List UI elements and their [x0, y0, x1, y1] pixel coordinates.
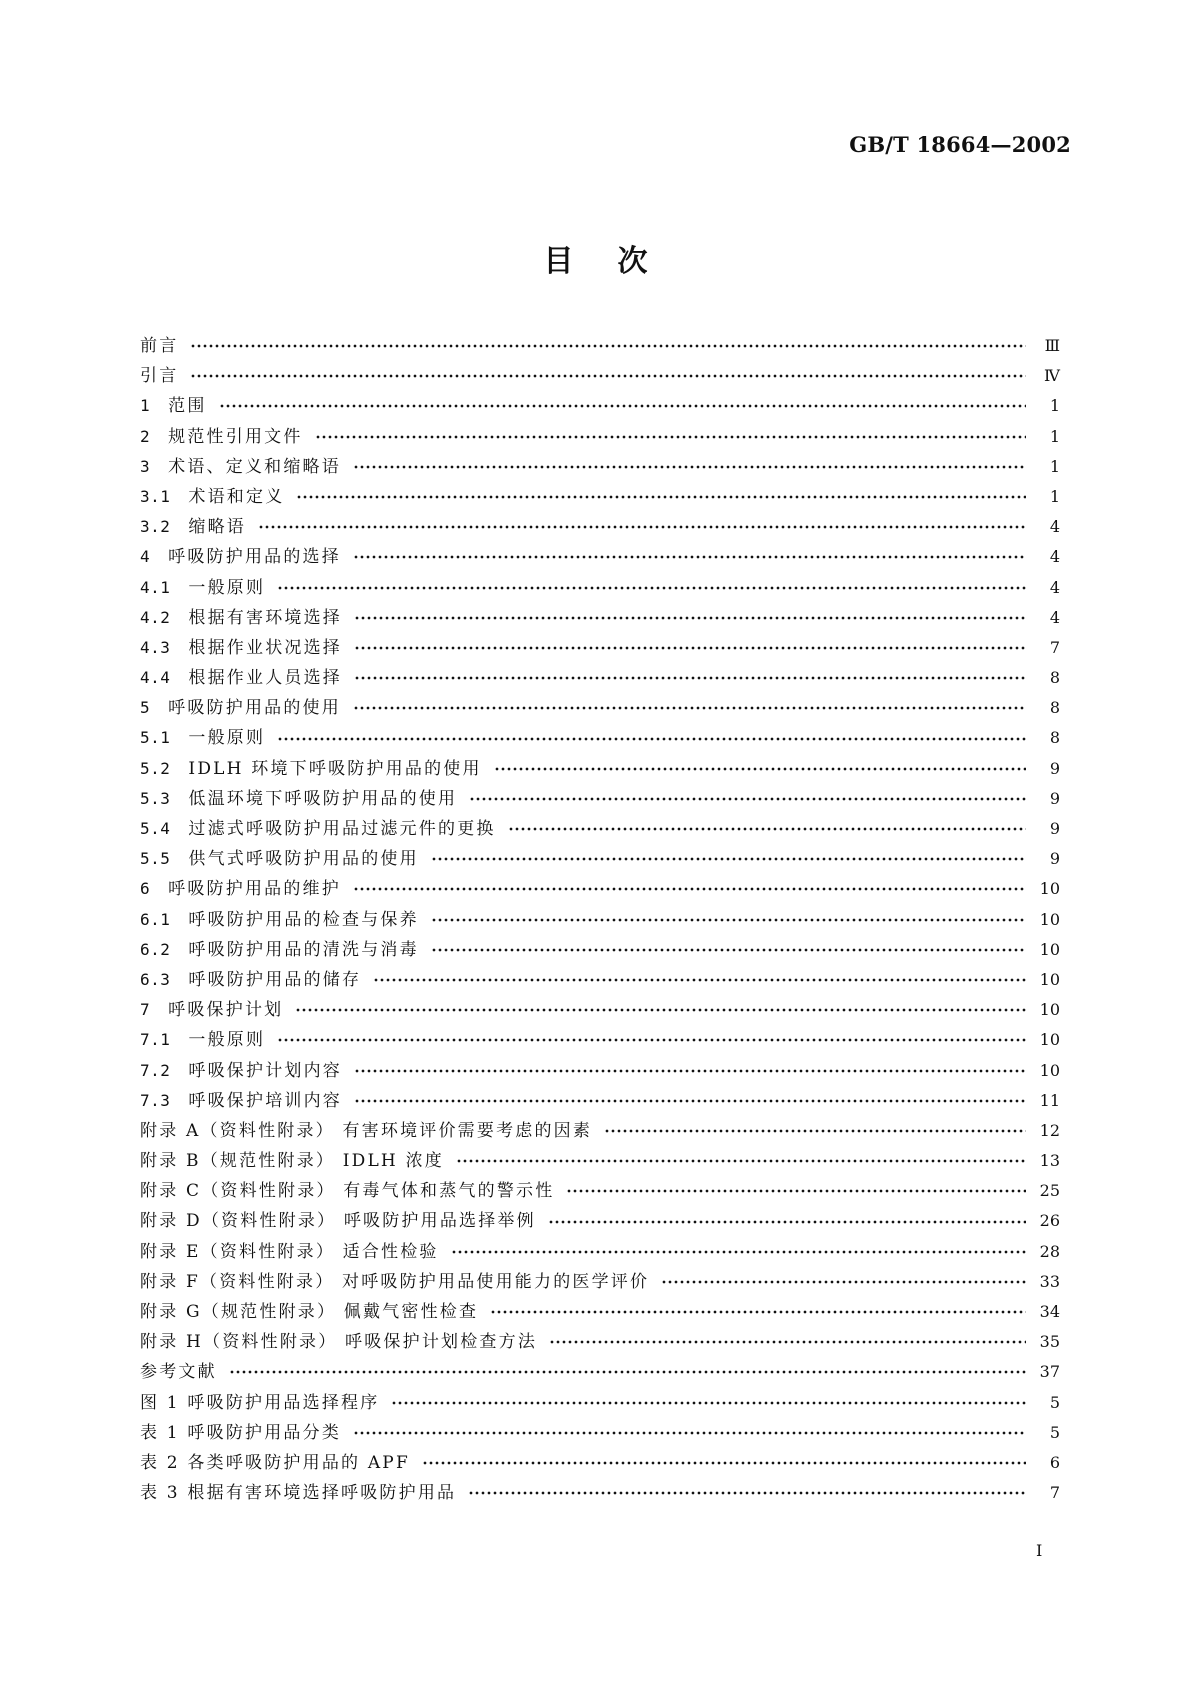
toc-item-number: 6 [140, 879, 151, 899]
toc-leader-dots [508, 825, 1026, 833]
toc-item[interactable] [140, 573, 1060, 603]
toc-leader-dots [354, 1097, 1026, 1105]
toc-item-number: 3.2 [140, 517, 171, 537]
toc-item-number: 5.2 [140, 758, 171, 778]
toc-item-page: 1 [1049, 456, 1060, 476]
toc-item-page: 26 [1039, 1211, 1060, 1231]
toc-item-page: 10 [1039, 1000, 1060, 1020]
toc-item-number: 6.2 [140, 939, 171, 959]
toc-item-title: 呼吸防护用品的清洗与消毒 [188, 939, 419, 960]
toc-item-page: 7 [1049, 1483, 1060, 1503]
toc-item[interactable] [140, 844, 1060, 874]
toc-leader-dots [277, 584, 1026, 592]
toc-item-page: 1 [1049, 486, 1060, 506]
toc-item[interactable] [140, 1297, 1060, 1327]
toc-item[interactable] [140, 1146, 1060, 1176]
toc-item-page: 8 [1049, 728, 1060, 748]
toc-item-page: 9 [1049, 849, 1060, 869]
toc-item-page: 1 [1049, 426, 1060, 446]
toc-item-page: 6 [1049, 1452, 1060, 1472]
toc-item-title: 表 2 各类呼吸防护用品的 APF [140, 1452, 410, 1473]
toc-item[interactable] [140, 723, 1060, 753]
toc-item[interactable] [140, 452, 1060, 482]
toc-leader-dots [548, 1218, 1026, 1226]
toc-leader-dots [190, 342, 1026, 350]
toc-leader-dots [353, 1429, 1026, 1437]
toc-item-number: 3 [140, 456, 151, 476]
toc-leader-dots [258, 523, 1026, 531]
toc-leader-dots [431, 946, 1026, 954]
toc-leader-dots [229, 1368, 1026, 1376]
toc-title: 目次 [543, 244, 692, 279]
toc-item-page: 9 [1049, 788, 1060, 808]
toc-item-number: 1 [140, 396, 151, 416]
toc-item-page: 10 [1039, 1030, 1060, 1050]
toc-item[interactable] [140, 1357, 1060, 1387]
toc-leader-dots [296, 493, 1026, 501]
toc-item[interactable] [140, 542, 1060, 572]
toc-item-number: 2 [140, 426, 151, 446]
toc-item-title: 呼吸防护用品的储存 [188, 969, 362, 990]
toc-item-title: 范围 [168, 396, 207, 417]
toc-leader-dots [353, 463, 1026, 471]
toc-item-page: 10 [1039, 969, 1060, 989]
toc-item[interactable] [140, 1267, 1060, 1297]
toc-item-page: 5 [1049, 1422, 1060, 1442]
toc-item-page: 10 [1039, 1060, 1060, 1080]
toc-item-title: 附录 H（资料性附录） 呼吸保护计划检查方法 [140, 1332, 538, 1353]
toc-leader-dots [277, 735, 1026, 743]
toc-item[interactable] [140, 1116, 1060, 1146]
toc-item[interactable] [140, 814, 1060, 844]
toc-leader-dots [494, 765, 1026, 773]
toc-item[interactable] [140, 1176, 1060, 1206]
toc-item-number: 5.3 [140, 788, 171, 808]
toc-item[interactable] [140, 693, 1060, 723]
toc-item-page: 7 [1049, 637, 1060, 657]
toc-leader-dots [549, 1338, 1026, 1346]
toc-item[interactable] [140, 361, 1060, 391]
toc-item-title: 参考文献 [140, 1362, 217, 1383]
toc-leader-dots [422, 1459, 1026, 1467]
toc-leader-dots [373, 976, 1026, 984]
toc-leader-dots [353, 553, 1026, 561]
toc-item-page: 35 [1039, 1332, 1060, 1352]
toc-item-page: 9 [1049, 758, 1060, 778]
toc-item-page: 4 [1049, 517, 1060, 537]
toc-leader-dots [566, 1187, 1026, 1195]
toc-leader-dots [354, 1067, 1026, 1075]
toc-item-title: IDLH 环境下呼吸防护用品的使用 [188, 758, 482, 779]
toc-item-title: 前言 [140, 336, 179, 356]
toc-item-number: 7.3 [140, 1090, 171, 1110]
toc-item-title: 术语、定义和缩略语 [168, 456, 341, 477]
toc-item-title: 根据作业状况选择 [188, 637, 343, 658]
toc-item[interactable] [140, 905, 1060, 935]
toc-item-page: 37 [1039, 1362, 1060, 1382]
toc-item-number: 4 [140, 547, 151, 567]
toc-item-page: 34 [1039, 1302, 1060, 1321]
page-number: Ⅰ [1036, 1543, 1043, 1560]
toc-item-page: 28 [1039, 1241, 1060, 1261]
toc-item-title: 一般原则 [188, 1030, 266, 1051]
toc-item-title: 低温环境下呼吸防护用品的使用 [188, 788, 458, 809]
toc-item[interactable] [140, 995, 1060, 1025]
toc-item-page: 8 [1049, 668, 1060, 688]
toc-item-number: 5.1 [140, 728, 171, 748]
toc-item[interactable] [140, 512, 1060, 542]
toc-leader-dots [354, 614, 1026, 622]
toc-item-number: 3.1 [140, 486, 171, 506]
standard-code: GB/T 18664—2002 [849, 132, 1071, 157]
toc-leader-dots [431, 916, 1026, 924]
toc-item-title: 图 1 呼吸防护用品选择程序 [140, 1392, 380, 1413]
toc-item-page: 4 [1049, 577, 1060, 597]
toc-item-number: 6.1 [140, 909, 171, 929]
toc-item[interactable] [140, 754, 1060, 784]
toc-leader-dots [315, 433, 1026, 441]
toc-item-page: 4 [1049, 607, 1060, 627]
toc-item-title: 呼吸防护用品的检查与保养 [188, 909, 419, 930]
toc-item-title: 表 3 根据有害环境选择呼吸防护用品 [140, 1483, 457, 1504]
toc-item[interactable] [140, 663, 1060, 693]
toc-item-number: 5.5 [140, 849, 171, 869]
toc-item-page: 4 [1049, 547, 1060, 567]
toc-leader-dots [190, 372, 1026, 380]
toc-item-number: 4.2 [140, 607, 171, 627]
toc-item-title: 规范性引用文件 [168, 426, 303, 447]
toc-list [140, 331, 1060, 1508]
toc-item-page: 8 [1049, 698, 1060, 718]
toc-item-number: 6.3 [140, 969, 171, 989]
toc-item-number: 7.1 [140, 1030, 171, 1050]
toc-item-title: 供气式呼吸防护用品的使用 [188, 849, 419, 870]
toc-item-title: 过滤式呼吸防护用品过滤元件的更换 [188, 819, 496, 839]
toc-item[interactable] [140, 391, 1060, 421]
toc-leader-dots [277, 1036, 1026, 1044]
toc-item[interactable] [140, 1086, 1060, 1116]
toc-item-number: 7 [140, 1000, 151, 1020]
toc-item-title: 根据有害环境选择 [188, 607, 343, 628]
toc-item-title: 附录 B（规范性附录） IDLH 浓度 [140, 1151, 444, 1172]
toc-item-title: 呼吸防护用品的使用 [168, 698, 341, 719]
toc-item-page: 11 [1039, 1090, 1060, 1110]
toc-item-title: 根据作业人员选择 [188, 668, 343, 689]
toc-leader-dots [295, 1006, 1026, 1014]
toc-item[interactable] [140, 935, 1060, 965]
toc-leader-dots [451, 1248, 1026, 1256]
toc-item-title: 缩略语 [188, 517, 247, 538]
toc-item[interactable] [140, 1448, 1060, 1478]
toc-item-page: Ⅲ [1044, 336, 1060, 355]
toc-item[interactable] [140, 1327, 1060, 1357]
toc-item[interactable] [140, 1237, 1060, 1267]
toc-item[interactable] [140, 633, 1060, 663]
toc-item[interactable] [140, 1478, 1060, 1508]
toc-item-title: 呼吸保护计划 [168, 1000, 284, 1021]
toc-item[interactable] [140, 422, 1060, 452]
toc-item-number: 5.4 [140, 819, 171, 838]
toc-leader-dots [431, 855, 1026, 863]
toc-item-title: 附录 F（资料性附录） 对呼吸防护用品使用能力的医学评价 [140, 1271, 650, 1292]
toc-leader-dots [468, 1489, 1026, 1497]
toc-leader-dots [490, 1308, 1026, 1316]
toc-leader-dots [456, 1157, 1026, 1165]
toc-item[interactable] [140, 1418, 1060, 1448]
toc-item-title: 引言 [140, 366, 179, 387]
toc-item-title: 附录 D（资料性附录） 呼吸防护用品选择举例 [140, 1211, 536, 1232]
toc-item-title: 附录 G（规范性附录） 佩戴气密性检查 [140, 1302, 479, 1322]
toc-item-title: 附录 C（资料性附录） 有毒气体和蒸气的警示性 [140, 1181, 555, 1202]
toc-item-title: 附录 E（资料性附录） 适合性检验 [140, 1241, 439, 1262]
toc-item[interactable] [140, 482, 1060, 512]
toc-leader-dots [353, 885, 1026, 893]
toc-item-title: 呼吸防护用品的选择 [168, 547, 341, 568]
toc-item-page: 10 [1039, 909, 1060, 929]
toc-item-page: 5 [1049, 1392, 1060, 1412]
toc-item[interactable] [140, 874, 1060, 904]
toc-item-page: 10 [1039, 879, 1060, 899]
toc-item-page: 25 [1039, 1181, 1060, 1201]
toc-leader-dots [661, 1278, 1026, 1286]
toc-leader-dots [354, 674, 1026, 682]
toc-item-number: 7.2 [140, 1060, 171, 1080]
toc-item-title: 呼吸防护用品的维护 [168, 879, 341, 900]
toc-item-number: 4.1 [140, 577, 171, 597]
toc-item[interactable] [140, 965, 1060, 995]
toc-leader-dots [354, 644, 1026, 652]
toc-item[interactable] [140, 1056, 1060, 1086]
toc-item[interactable] [140, 1025, 1060, 1055]
toc-item-page: 1 [1049, 396, 1060, 416]
toc-item-page: 9 [1049, 819, 1060, 838]
toc-leader-dots [353, 704, 1026, 712]
toc-item-title: 呼吸保护计划内容 [188, 1060, 343, 1081]
toc-item[interactable] [140, 1388, 1060, 1418]
toc-item-title: 表 1 呼吸防护用品分类 [140, 1422, 342, 1443]
toc-item-number: 4.3 [140, 637, 171, 657]
toc-item-title: 一般原则 [188, 728, 266, 749]
toc-item-page: 10 [1039, 939, 1060, 959]
toc-leader-dots [469, 795, 1026, 803]
toc-item-title: 一般原则 [188, 577, 266, 598]
toc-item-title: 呼吸保护培训内容 [188, 1090, 343, 1111]
toc-item-title: 术语和定义 [188, 486, 285, 507]
toc-item[interactable] [140, 1206, 1060, 1236]
toc-item-number: 5 [140, 698, 151, 718]
toc-item[interactable] [140, 603, 1060, 633]
toc-item-number: 4.4 [140, 668, 171, 688]
toc-item-title: 附录 A（资料性附录） 有害环境评价需要考虑的因素 [140, 1120, 593, 1141]
toc-leader-dots [604, 1127, 1026, 1135]
toc-item-page: Ⅳ [1044, 366, 1060, 386]
toc-item-page: 33 [1039, 1271, 1060, 1291]
toc-leader-dots [219, 402, 1026, 410]
toc-item-page: 12 [1039, 1120, 1060, 1140]
toc-item[interactable] [140, 784, 1060, 814]
toc-item[interactable] [140, 331, 1060, 361]
toc-leader-dots [391, 1399, 1026, 1407]
toc-item-page: 13 [1039, 1151, 1060, 1171]
